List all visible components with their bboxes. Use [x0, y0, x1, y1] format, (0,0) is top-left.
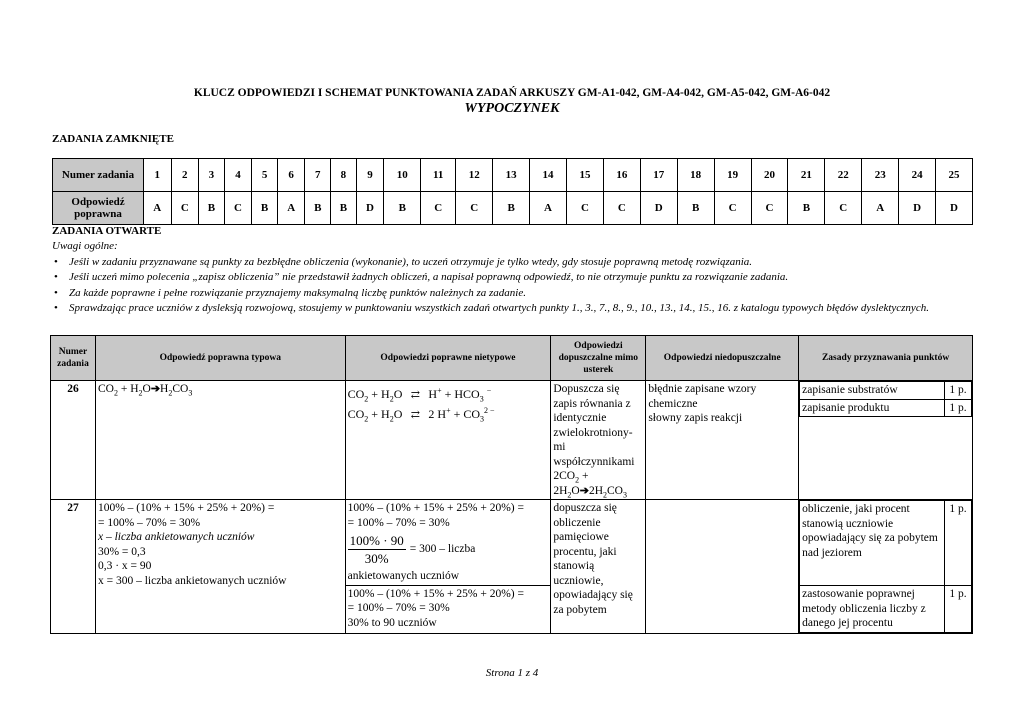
task-number-cell: 19	[714, 159, 751, 192]
col-header-rules: Zasady przyznawania punktów	[799, 336, 973, 381]
remark-item: • Jeśli uczeń mimo polecenia „zapisz obliczenia” nie przedstawił żadnych obliczeń, a napisał poprawną odpowiedź, to nie otrzymuje punktu za rozwiązanie zadania.	[69, 270, 973, 286]
minor-errors-answer: Dopuszcza się zapis równania z identycznie zwielokrotniony-mi współczynnikami $2CO_2$ + $2H_2O➔2H_2CO_3$	[551, 381, 646, 500]
task-number: 27	[51, 500, 96, 634]
task-number-cell: 14	[530, 159, 567, 192]
answer-cell: C	[421, 192, 456, 225]
task-number-cell: 22	[825, 159, 862, 192]
answer-cell: C	[714, 192, 751, 225]
atypical-answer-b: 100% – (10% + 15% + 25% + 20%) = = 100% – 70% = 30% 30% to 90 uczniów	[345, 585, 551, 633]
closed-answers-table	[52, 158, 973, 225]
col-header-unacceptable: Odpowiedzi niedopuszczalne	[646, 336, 799, 381]
task-number-cell: 5	[252, 159, 278, 192]
answer-cell: D	[899, 192, 936, 225]
task-number-cell: 9	[356, 159, 384, 192]
answer-cell: D	[936, 192, 973, 225]
task-number-cell: 21	[788, 159, 825, 192]
answer-cell: D	[356, 192, 384, 225]
minor-errors-answer: dopuszcza się obliczenie pamięciowe procentu, jaki stanowią uczniowie, opowiadający się za pobytem	[551, 500, 646, 634]
atypical-answers: $CO_2 + H_2O$ ⇄ $H^+ + HCO_3$ − $CO_2 + H_2O$ ⇄ 2 $H^+ + CO_3^{2 -}$	[345, 381, 551, 500]
task-number-cell: 13	[493, 159, 530, 192]
answer-cell: B	[384, 192, 421, 225]
general-remarks	[52, 239, 973, 317]
task-number-cell: 4	[224, 159, 252, 192]
atypical-answer-a: 100% – (10% + 15% + 25% + 20%) = = 100% – 70% = 30% $\frac{100\% \cdot 90}{30\%}$ = 300 – liczba ankietowanych uczniów	[345, 500, 551, 586]
task-number-cell: 3	[199, 159, 225, 192]
answer-cell: C	[603, 192, 640, 225]
typical-answer: $CO_2$ + $H_2O➔H_2CO_3$	[95, 381, 345, 500]
answer-cell: C	[825, 192, 862, 225]
answer-cell: B	[305, 192, 331, 225]
task-number-cell: 17	[640, 159, 677, 192]
answer-cell: B	[788, 192, 825, 225]
task-number-cell: 20	[751, 159, 788, 192]
page-number: Strona 1 z 4	[485, 667, 539, 679]
task-number-cell: 2	[171, 159, 199, 192]
task-number-cell: 7	[305, 159, 331, 192]
answer-cell: B	[493, 192, 530, 225]
fraction: $\frac{100\% \cdot 90}{30\%}$	[349, 533, 404, 566]
answer-cell: A	[277, 192, 305, 225]
unacceptable-answers	[646, 500, 799, 634]
remark-item: • Jeśli w zadaniu przyznawane są punkty za bezbłędne obliczenia (wykonanie), to uczeń otrzymuje je tylko wtedy, gdy stosuje poprawną metodę rozwiązania.	[69, 255, 973, 271]
col-header-atypical: Odpowiedzi poprawne nietypowe	[345, 336, 551, 381]
document-title: KLUCZ ODPOWIEDZI I SCHEMAT PUNKTOWANIA ZADAŃ ARKUSZY GM-A1-042, GM-A4-042, GM-A5-042, GM-A6-042	[193, 87, 831, 99]
scoring-rules: obliczenie, jaki procent stanowią uczniowie opowiadający się za pobytem nad jeziorem 1 p. zastosowanie poprawnej metody obliczenia liczby z danego jej procentu 1 p.	[799, 500, 973, 634]
answer-cell: C	[566, 192, 603, 225]
open-tasks-heading: ZADANIA OTWARTE	[52, 225, 162, 237]
task-number-cell: 6	[277, 159, 305, 192]
closed-tasks-heading: ZADANIA ZAMKNIĘTE	[52, 133, 174, 145]
task-number-cell: 16	[603, 159, 640, 192]
task-number-cell: 23	[862, 159, 899, 192]
task-number-cell: 18	[677, 159, 714, 192]
remarks-title: Uwagi ogólne:	[52, 240, 118, 252]
task-number: 26	[51, 381, 96, 500]
task-number-cell: 8	[331, 159, 357, 192]
document-subtitle: WYPOCZYNEK	[464, 101, 560, 116]
answer-cell: A	[862, 192, 899, 225]
task-number-cell: 12	[456, 159, 493, 192]
closed-row-label: Odpowiedź poprawna	[53, 192, 144, 225]
typical-answer: 100% – (10% + 15% + 25% + 20%) = = 100% – 70% = 30% x – liczba ankietowanych uczniów 30% = 0,3 0,3 · x = 90 x = 300 – liczba ankietowanych uczniów	[95, 500, 345, 634]
task-number-cell: 10	[384, 159, 421, 192]
answer-cell: B	[199, 192, 225, 225]
task-number-cell: 25	[936, 159, 973, 192]
equilibrium-arrow-icon: ⇄	[410, 389, 420, 401]
answer-cell: C	[456, 192, 493, 225]
closed-row-label: Numer zadania	[53, 159, 144, 192]
answer-cell: C	[751, 192, 788, 225]
table-row	[51, 381, 973, 500]
remark-item: • Za każde poprawne i pełne rozwiązanie przyznajemy maksymalną liczbę punktów należnych za zadanie.	[69, 286, 973, 302]
answer-cell: D	[640, 192, 677, 225]
task-number-cell: 15	[566, 159, 603, 192]
answer-cell: B	[331, 192, 357, 225]
unacceptable-answers: błędnie zapisane wzory chemiczne słowny zapis reakcji	[646, 381, 799, 500]
answer-cell: A	[530, 192, 567, 225]
task-number-cell: 24	[899, 159, 936, 192]
answer-cell: B	[252, 192, 278, 225]
answer-cell: C	[171, 192, 199, 225]
answer-cell: B	[677, 192, 714, 225]
scoring-rules: zapisanie substratów 1 p. zapisanie produktu 1 p.	[799, 381, 973, 500]
col-header-minor: Odpowiedzi dopuszczalne mimo usterek	[551, 336, 646, 381]
answer-cell: A	[144, 192, 172, 225]
answer-cell: C	[224, 192, 252, 225]
task-number-cell: 1	[144, 159, 172, 192]
open-answers-table	[50, 335, 973, 634]
task-number-cell: 11	[421, 159, 456, 192]
table-row	[51, 500, 973, 586]
remark-item: • Sprawdzając prace uczniów z dysleksją rozwojową, stosujemy w punktowaniu wszystkich zadań otwartych punkty 1., 3., 7., 8., 9., 10., 13., 14., 15., 16. z katalogu typowych błędów dyslektycznych.	[69, 301, 973, 317]
col-header-num: Numer zadania	[51, 336, 96, 381]
col-header-typical: Odpowiedź poprawna typowa	[95, 336, 345, 381]
equilibrium-arrow-icon: ⇄	[410, 409, 420, 421]
